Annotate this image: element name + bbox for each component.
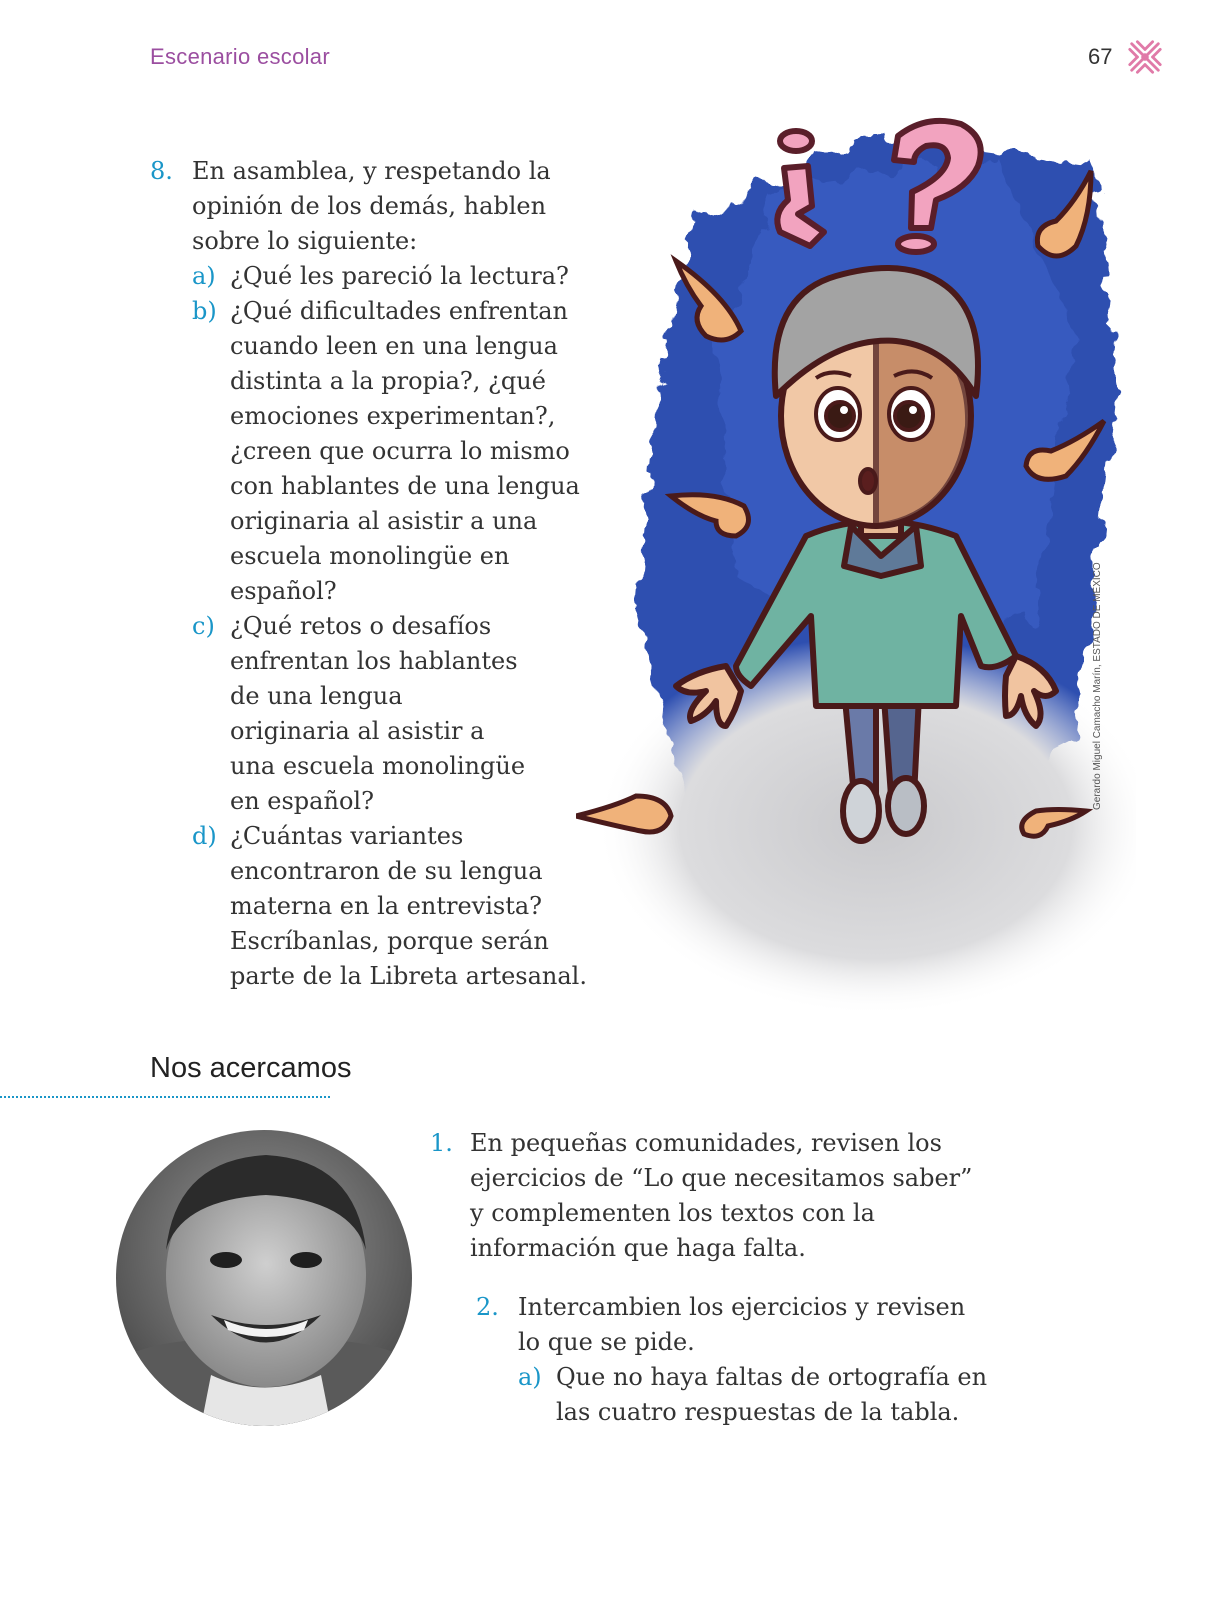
question-number: 8.: [150, 157, 173, 185]
activity-number: 1.: [430, 1129, 453, 1157]
confused-child-illustration: [576, 96, 1136, 1036]
item-label: d): [192, 822, 217, 850]
activity-number: 2.: [476, 1293, 499, 1321]
activities-list: [430, 1126, 990, 1430]
activity-text: Intercambien los ejercicios y revisen lo que se pide.: [518, 1293, 966, 1356]
item-label: c): [192, 612, 215, 640]
list-item: [518, 1360, 990, 1430]
question-8-items: [150, 259, 620, 994]
question-8: [150, 154, 620, 994]
question-8-intro: [150, 154, 620, 259]
illustration-credit: Gerardo Miguel Camacho Marín, ESTADO DE MÉXICO: [1092, 562, 1103, 810]
item-text: Que no haya faltas de ortografía en las cuatro respuestas de la tabla.: [556, 1363, 988, 1426]
page-number: 67: [1088, 44, 1113, 69]
list-item: [192, 819, 620, 994]
item-text: ¿Qué dificultades enfrentan cuando leen en una lengua distinta a la propia?, ¿qué emociones experimentan?, ¿creen que ocurra lo mismo con hablantes de una lengua originaria al asistir a una escuela monolingüe en español?: [230, 297, 580, 605]
item-label: a): [192, 262, 216, 290]
smiling-child-photo: [116, 1130, 412, 1426]
item-label: a): [518, 1363, 542, 1391]
ornament-icon: [1126, 38, 1164, 76]
item-text: ¿Cuántas variantes encontraron de su lengua materna en la entrevista? Escríbanlas, porque serán parte de la Libreta artesanal.: [230, 822, 587, 990]
activity-text: En pequeñas comunidades, revisen los ejercicios de “Lo que necesitamos saber” y complementen los textos con la información que haga falta.: [470, 1129, 973, 1262]
section-divider: [0, 1096, 330, 1098]
list-item: [192, 609, 526, 819]
activity-1: [430, 1126, 990, 1266]
item-label: b): [192, 297, 217, 325]
header-section-title: Escenario escolar: [150, 44, 330, 69]
item-text: ¿Qué les pareció la lectura?: [230, 262, 569, 290]
activity-2: [476, 1290, 990, 1430]
list-item: [192, 259, 620, 294]
section-title: Nos acercamos: [150, 1052, 352, 1084]
question-text: En asamblea, y respetando la opinión de los demás, hablen sobre lo siguiente:: [192, 157, 551, 255]
item-text: ¿Qué retos o desafíos enfrentan los hablantes de una lengua originaria al asistir a una escuela monolingüe en español?: [230, 612, 526, 815]
list-item: [192, 294, 620, 609]
